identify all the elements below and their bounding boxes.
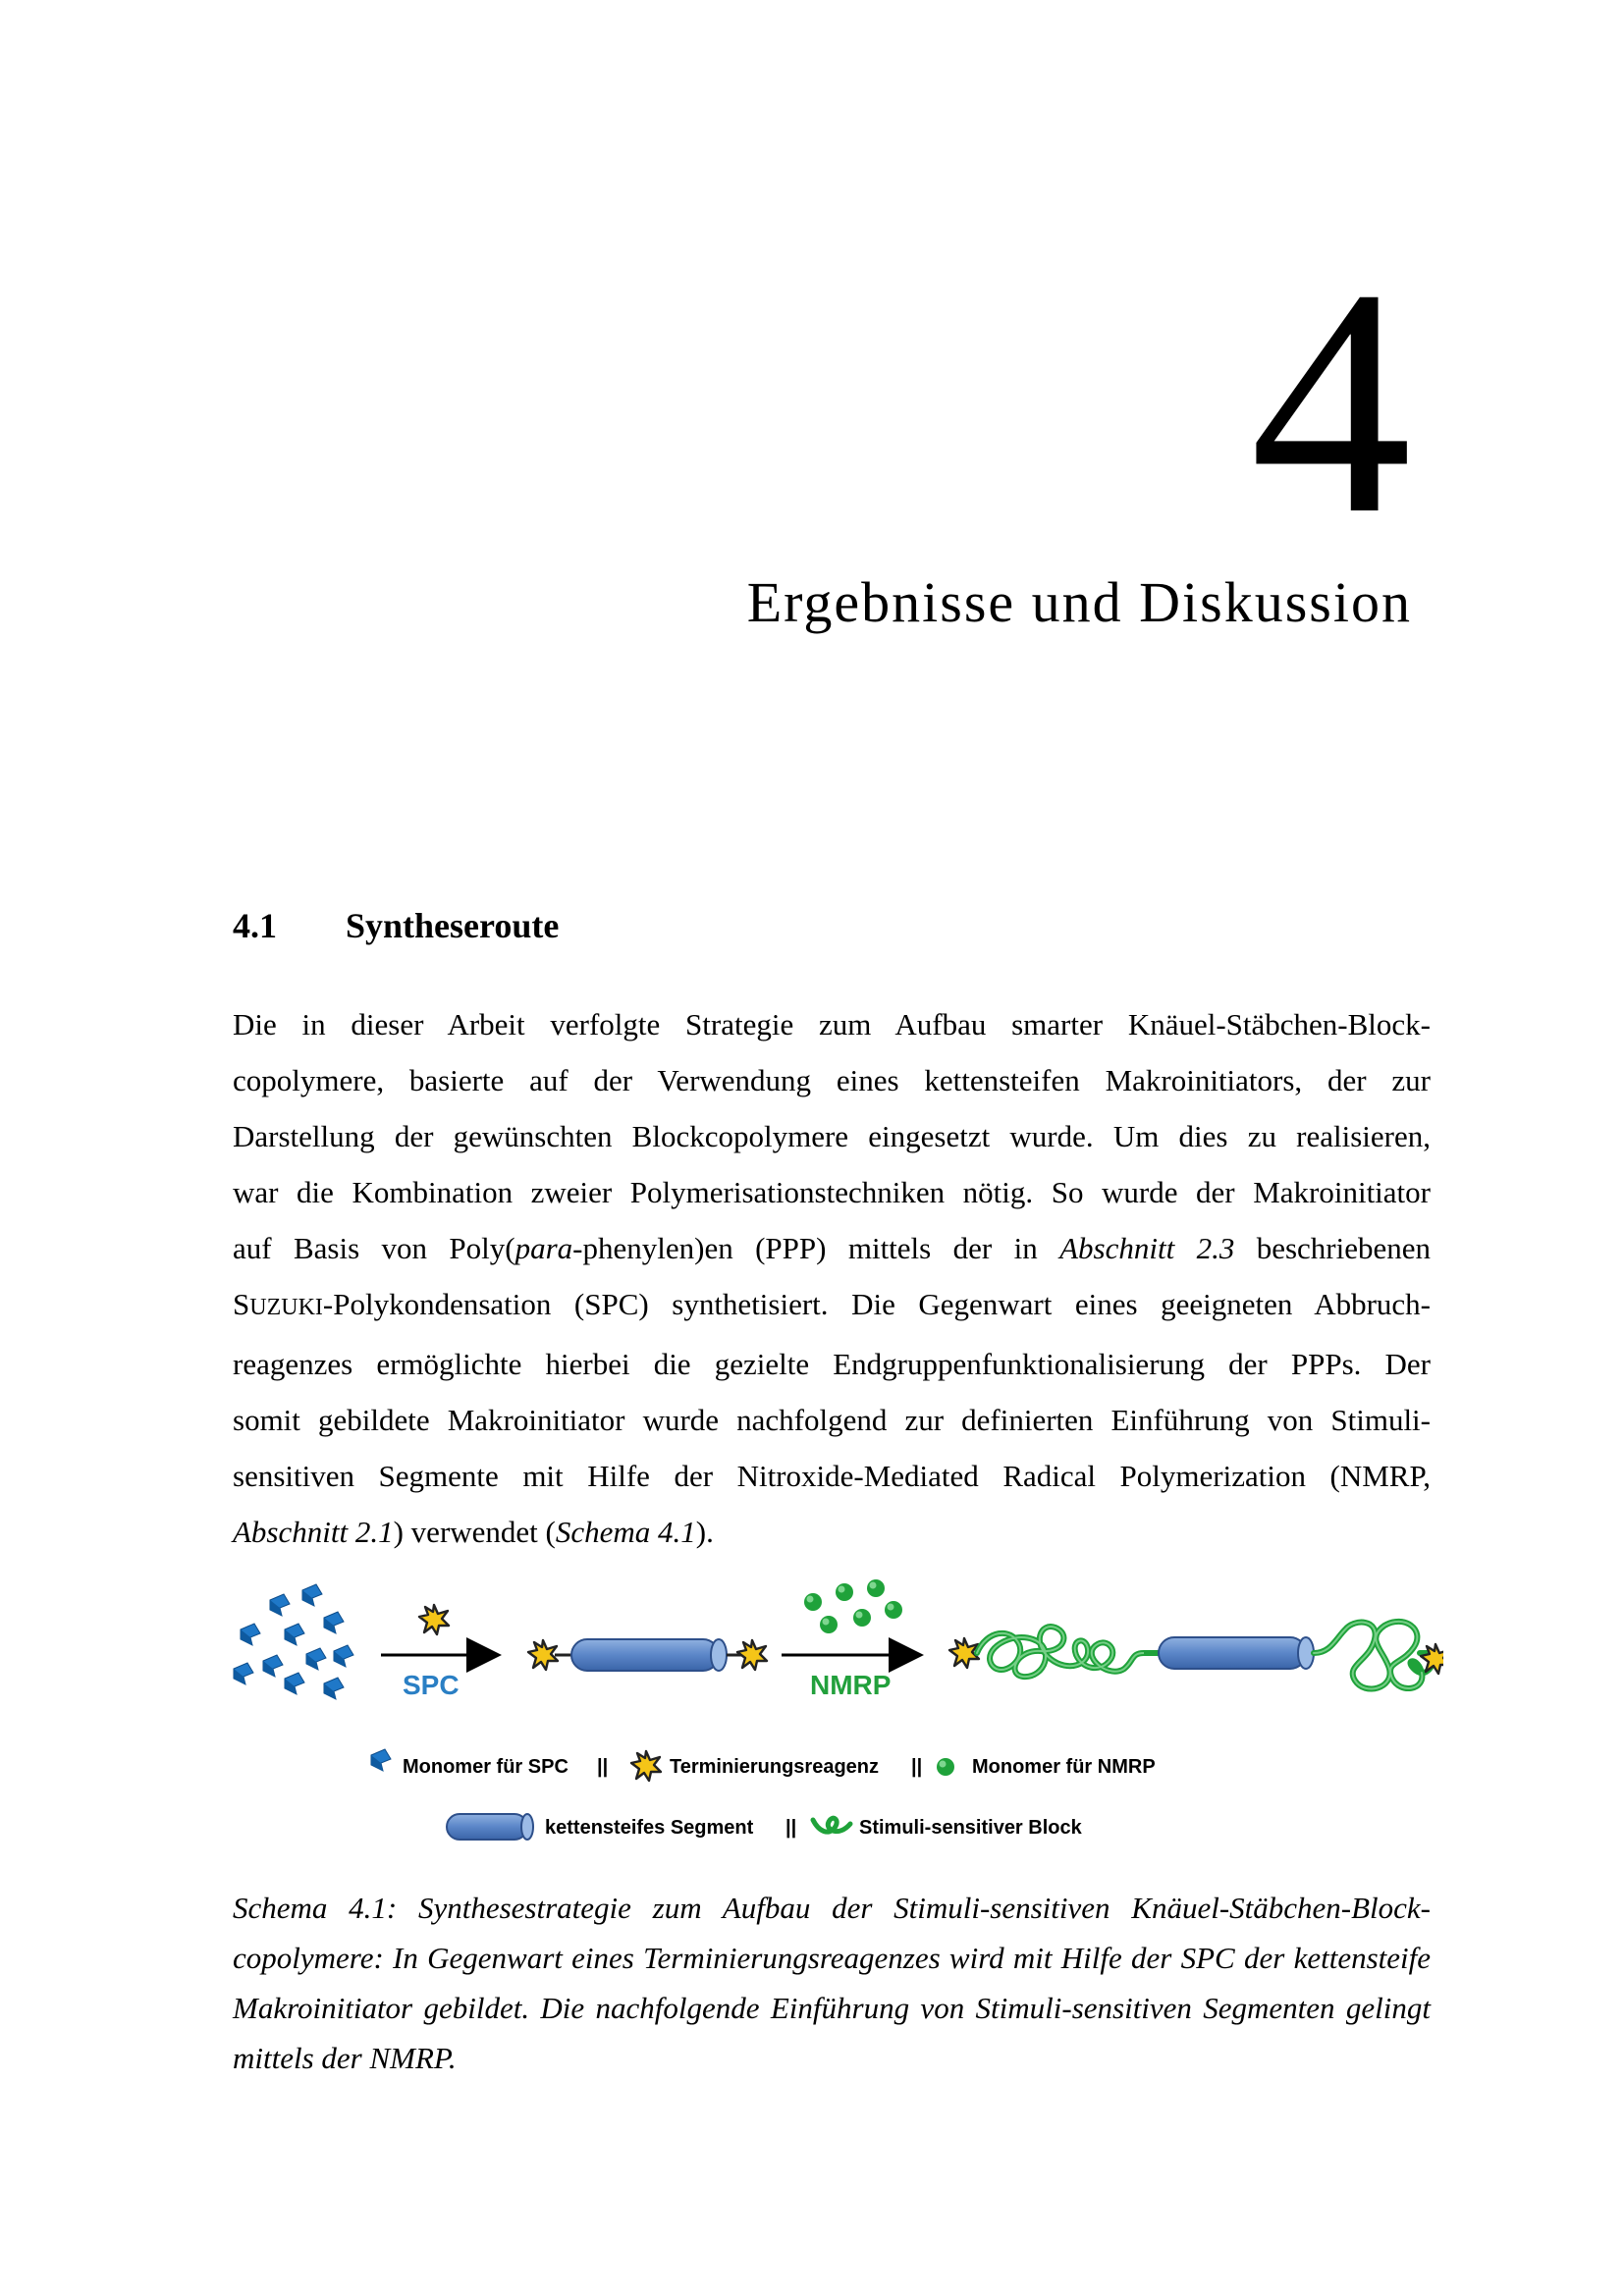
caption-line: copolymere: In Gegenwart eines Terminierungsreagenzes wird mit Hilfe der SPC der kettensteife <box>233 1941 1431 1975</box>
paragraph-line: SUZUKI-Polykondensation (SPC) synthetisiert. Die Gegenwart eines geeigneten Abbruch- <box>233 1287 1431 1321</box>
caption-line: Makroinitiator gebildet. Die nachfolgende Einführung von Stimuli-sensitiven Segmenten gelingt <box>233 1991 1431 2025</box>
paragraph-line: sensitiven Segmente mit Hilfe der Nitroxide-Mediated Radical Polymerization (NMRP, <box>233 1459 1431 1493</box>
paragraph-line: war die Kombination zweier Polymerisationstechniken nötig. So wurde der Makroinitiator <box>233 1175 1431 1209</box>
legend-row-1 <box>371 1749 1156 1781</box>
body-paragraph <box>233 996 1431 1560</box>
arrow-nmrp <box>782 1579 918 1700</box>
legend-separator: || <box>785 1817 797 1839</box>
paragraph-line: Abschnitt 2.1) verwendet (Schema 4.1). <box>233 1515 714 1549</box>
paragraph-line: Die in dieser Arbeit verfolgte Strategie zum Aufbau smarter Knäuel-Stäbchen-Block- <box>233 1007 1431 1041</box>
paragraph-line: Darstellung der gewünschten Blockcopolymere eingesetzt wurde. Um dies zu realisieren, <box>233 1119 1431 1153</box>
legend-monomer-spc: Monomer für SPC <box>403 1756 568 1778</box>
chapter-number: 4 <box>1250 223 1412 581</box>
paragraph-line: auf Basis von Poly(para-phenylen)en (PPP) mittels der in Abschnitt 2.3 beschriebenen <box>233 1231 1432 1265</box>
block-copolymer <box>949 1622 1443 1689</box>
terminating-reagent-icon <box>631 1751 661 1781</box>
monomer-nmrp-icon <box>937 1758 954 1776</box>
synthesis-scheme <box>226 1571 1443 1885</box>
section-title: Syntheseroute <box>346 906 560 945</box>
section-number: 4.1 <box>233 906 277 945</box>
caption-line: mittels der NMRP. <box>233 2041 457 2075</box>
macroinitiator <box>528 1639 767 1671</box>
legend-stimuli-block: Stimuli-sensitiver Block <box>859 1817 1082 1839</box>
stimuli-block-icon <box>813 1818 850 1832</box>
terminating-reagent-icon <box>419 1605 449 1634</box>
monomer-cluster <box>234 1584 353 1699</box>
figure-caption <box>233 1883 1431 2083</box>
paragraph-line: copolymere, basierte auf der Verwendung eines kettensteifen Makroinitiators, der zur <box>233 1063 1431 1097</box>
nmrp-label: NMRP <box>810 1670 892 1700</box>
legend-row-2 <box>447 1814 1083 1840</box>
spc-label: SPC <box>403 1670 460 1700</box>
caption-line: Schema 4.1: Synthesestrategie zum Aufbau der Stimuli-sensitiven Knäuel-Stäbchen-Block- <box>233 1891 1431 1925</box>
rigid-segment-icon <box>447 1814 533 1840</box>
section-heading <box>233 905 559 946</box>
legend-separator: || <box>597 1756 609 1778</box>
paragraph-line: reagenzes ermöglichte hierbei die gezielte Endgruppenfunktionalisierung der PPPs. Der <box>233 1347 1431 1381</box>
paragraph-line: somit gebildete Makroinitiator wurde nachfolgend zur definierten Einführung von Stimuli- <box>233 1403 1431 1437</box>
chapter-title: Ergebnisse und Diskussion <box>746 570 1412 634</box>
arrow-spc <box>381 1605 496 1700</box>
legend-monomer-nmrp: Monomer für NMRP <box>972 1756 1156 1778</box>
legend-rigid-segment: kettensteifes Segment <box>545 1817 754 1839</box>
legend-separator: || <box>911 1756 923 1778</box>
legend-terminating-reagent: Terminierungsreagenz <box>670 1756 880 1778</box>
monomer-spc-icon <box>371 1749 391 1771</box>
